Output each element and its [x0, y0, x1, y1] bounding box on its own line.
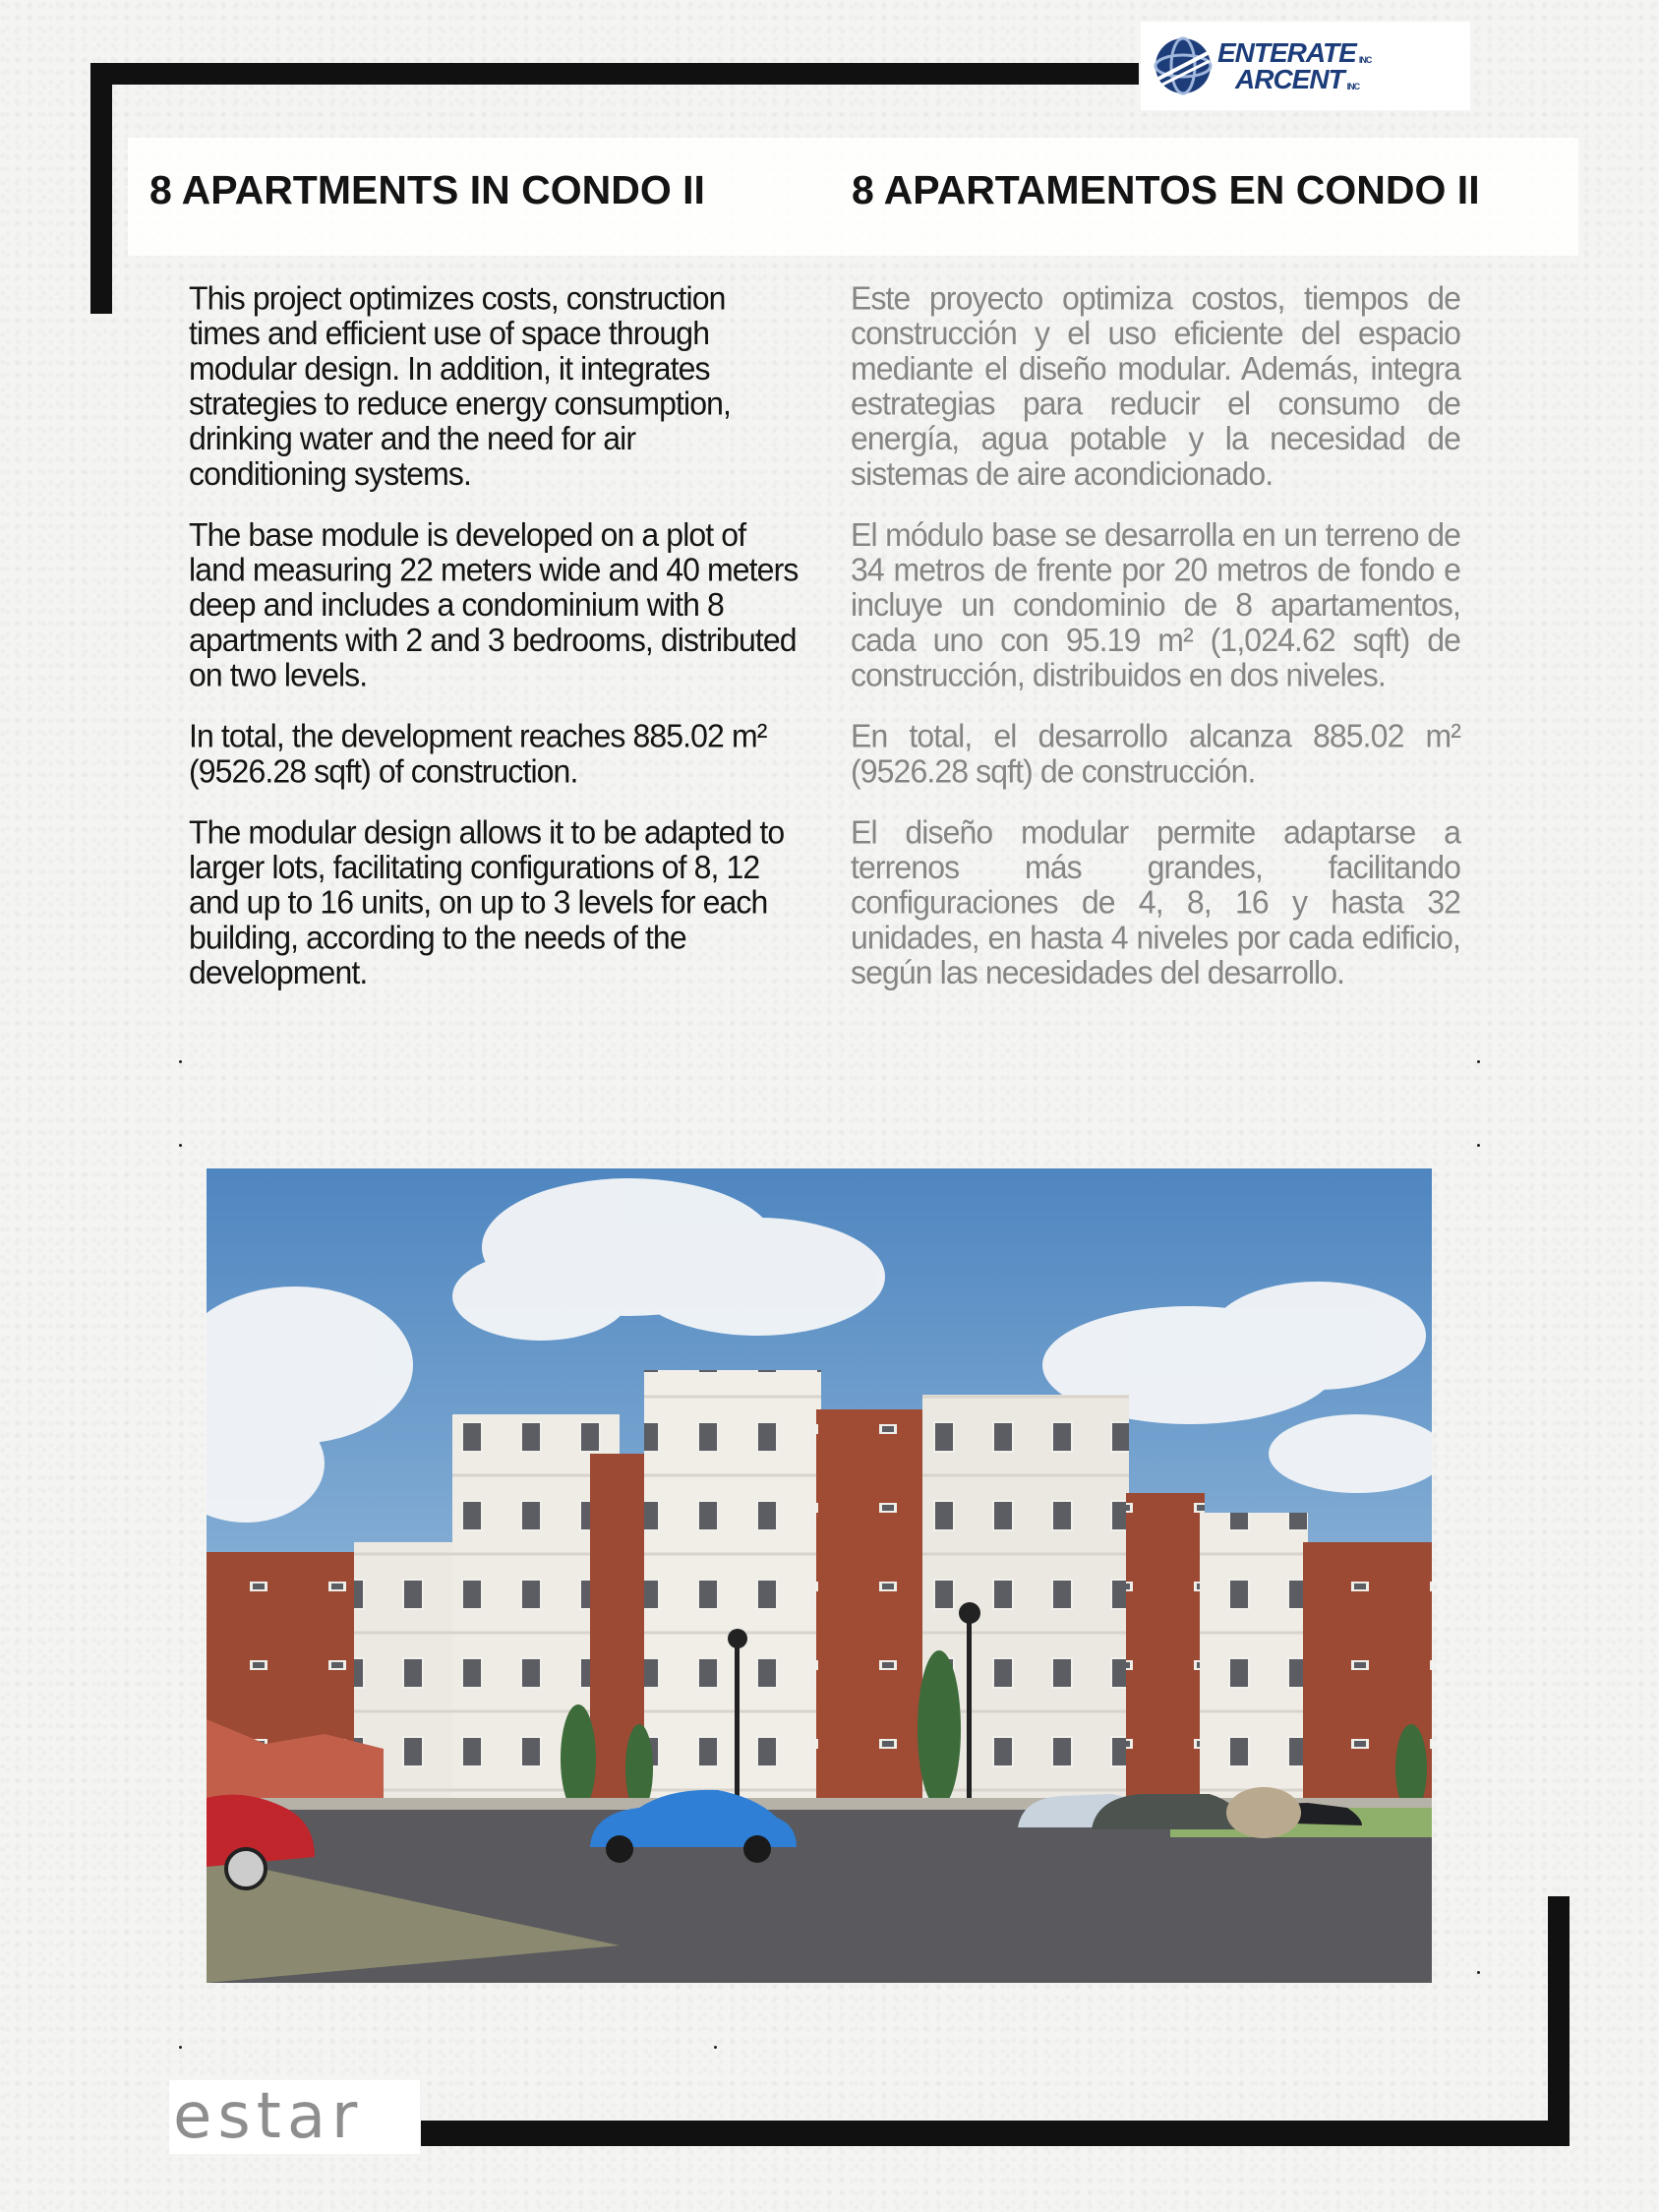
- decor-dot: [1477, 1144, 1480, 1147]
- english-title: 8 APARTMENTS IN CONDO II: [149, 167, 705, 212]
- decor-dot: [179, 1144, 182, 1147]
- spanish-paragraph: En total, el desarrollo alcanza 885.02 m² (9526.28 sqft) de construcción.: [851, 717, 1460, 790]
- globe-icon: [1153, 35, 1214, 96]
- english-paragraph: The base module is developed on a plot of land measuring 22 meters wide and 40 meters deep and includes a condominium with 8 apartments with 2 and 3 bedrooms, distributed on two levels.: [189, 515, 799, 693]
- decor-dot: [1477, 1971, 1480, 1974]
- logo-line-1: ENTERATE $_{INC}$: [1217, 37, 1372, 68]
- spanish-paragraph: El módulo base se desarrolla en un terreno de 34 metros de frente por 20 metros de fondo e incluye un condominio de 8 apartamentos, cada uno con 95.19 m² (1,024.62 sqft) de construcción, distribuidos en dos niveles.: [851, 515, 1460, 693]
- logo-line-2: ARCENT $_{INC}$: [1235, 64, 1360, 94]
- frame-right-bar: [1548, 1896, 1570, 2146]
- frame-left-bar: [90, 63, 112, 314]
- decor-dot: [179, 2046, 182, 2049]
- frame-top-bar: [90, 63, 1139, 85]
- english-paragraph: In total, the development reaches 885.02 m² (9526.28 sqft) of construction.: [189, 717, 767, 790]
- spanish-column: [851, 280, 1460, 1016]
- footer-brand: estar: [169, 2080, 420, 2154]
- decor-dot: [179, 1060, 182, 1063]
- english-column: [189, 280, 799, 1016]
- english-paragraph: The modular design allows it to be adapted to larger lots, facilitating configurations of 8, 12 and up to 16 units, on up to 3 levels for each building, according to the needs of the development.: [189, 812, 785, 991]
- frame-bottom-bar: [421, 2121, 1570, 2146]
- spanish-paragraph: Este proyecto optimiza costos, tiempos de construcción y el uso eficiente del espacio mediante el diseño modular. Además, integra estrategias para reducir el consumo de energía, agua potable y la necesidad de sistemas de aire acondicionado.: [851, 278, 1460, 493]
- spanish-title: 8 APARTAMENTOS EN CONDO II: [852, 167, 1480, 212]
- spanish-paragraph: El diseño modular permite adaptarse a terrenos más grandes, facilitando configuraciones de 4, 8, 16 y hasta 32 unidades, en hasta 4 niveles por cada edificio, según las necesidades del desarrollo.: [851, 812, 1460, 991]
- company-logo: [1141, 22, 1470, 110]
- english-paragraph: This project optimizes costs, construction times and efficient use of space through modular design. In addition, it integrates strategies to reduce energy consumption, drinking water and the need for air conditioning systems.: [189, 278, 732, 493]
- building-render-image: [207, 1168, 1432, 1983]
- decor-dot: [1477, 1060, 1480, 1063]
- decor-dot: [714, 2046, 717, 2049]
